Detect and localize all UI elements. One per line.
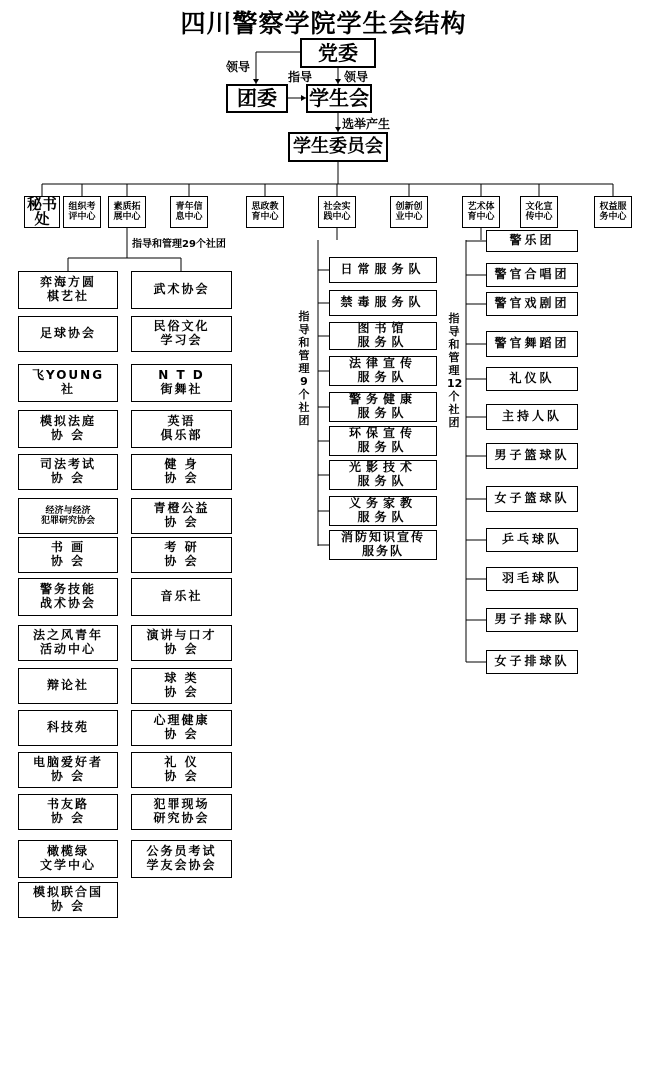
quality-club-box: 演讲与口才 协 会	[131, 625, 232, 661]
youth-league-box: 团委	[226, 84, 288, 113]
quality-club-box: N T D 街舞社	[131, 364, 232, 402]
practice-club-note: 指 导 和 管 理 9 个 社 团	[298, 310, 310, 427]
quality-club-box: 电脑爱好者 协 会	[18, 752, 118, 788]
quality-club-box: 考 研 协 会	[131, 537, 232, 573]
quality-club-box: 犯罪现场 研究协会	[131, 794, 232, 830]
art-club-box: 警官舞蹈团	[486, 331, 578, 357]
art-club-box: 礼仪队	[486, 367, 578, 391]
art-club-box: 女子排球队	[486, 650, 578, 674]
quality-club-box: 书 画 协 会	[18, 537, 118, 573]
art-club-box: 羽毛球队	[486, 567, 578, 591]
art-club-box: 男子排球队	[486, 608, 578, 632]
edge-label-lead: 领导	[226, 60, 251, 74]
quality-club-box: 书友路 协 会	[18, 794, 118, 830]
quality-club-box: 武术协会	[131, 271, 232, 309]
quality-club-box: 模拟法庭 协 会	[18, 410, 118, 448]
practice-club-box: 警务健康 服务队	[329, 392, 437, 422]
art-club-box: 乒乓球队	[486, 528, 578, 552]
quality-club-box: 球 类 协 会	[131, 668, 232, 704]
department-box: 文化宣 传中心	[520, 196, 558, 228]
edge-label-guide: 指导	[288, 70, 313, 84]
department-box: 创新创 业中心	[390, 196, 428, 228]
quality-club-box: 礼 仪 协 会	[131, 752, 232, 788]
quality-club-box: 弈海方圆 棋艺社	[18, 271, 118, 309]
department-box: 组织考 评中心	[63, 196, 101, 228]
art-club-box: 警官合唱团	[486, 263, 578, 287]
student-union-box: 学生会	[306, 84, 372, 113]
edge-label-elect: 选举产生	[342, 117, 391, 131]
department-box: 素质拓 展中心	[108, 196, 146, 228]
quality-club-box: 法之风青年 活动中心	[18, 625, 118, 661]
art-club-box: 警官戏剧团	[486, 292, 578, 316]
quality-club-box: 公务员考试 学友会协会	[131, 840, 232, 878]
art-club-box: 男子篮球队	[486, 443, 578, 469]
art-club-box: 主持人队	[486, 404, 578, 430]
party-committee-box: 党委	[300, 38, 376, 68]
quality-club-box: 司法考试 协 会	[18, 454, 118, 490]
practice-club-box: 禁毒服务队	[329, 290, 437, 316]
department-box: 社会实 践中心	[318, 196, 356, 228]
quality-club-box: 警务技能 战术协会	[18, 578, 118, 616]
art-club-note: 指 导 和 管 理 12 个 社 团	[447, 312, 463, 429]
quality-club-box: 辩论社	[18, 668, 118, 704]
quality-club-note: 指导和管理29个社团	[132, 239, 226, 250]
quality-club-box: 飞YOUNG 社	[18, 364, 118, 402]
practice-club-box: 环保宣传 服务队	[329, 426, 437, 456]
practice-club-box: 义务家教 服务队	[329, 496, 437, 526]
department-box: 艺术体 育中心	[462, 196, 500, 228]
quality-club-box: 心理健康 协 会	[131, 710, 232, 746]
quality-club-box: 足球协会	[18, 316, 118, 352]
department-box: 青年信 息中心	[170, 196, 208, 228]
department-box: 思政教 育中心	[246, 196, 284, 228]
student-committee-box: 学生委员会	[288, 132, 388, 162]
practice-club-box: 消防知识宣传 服务队	[329, 530, 437, 560]
quality-club-box: 青橙公益 协 会	[131, 498, 232, 534]
practice-club-box: 日常服务队	[329, 257, 437, 283]
edge-label-lead-union: 领导	[344, 70, 369, 84]
quality-club-box: 经济与经济 犯罪研究协会	[18, 498, 118, 534]
chart-title: 四川警察学院学生会结构	[180, 9, 467, 38]
practice-club-box: 光影技术 服务队	[329, 460, 437, 490]
quality-club-box: 科技苑	[18, 710, 118, 746]
art-club-box: 警乐团	[486, 230, 578, 252]
department-box: 秘书 处	[24, 196, 60, 228]
practice-club-box: 法律宣传 服务队	[329, 356, 437, 386]
department-box: 权益服 务中心	[594, 196, 632, 228]
art-club-box: 女子篮球队	[486, 486, 578, 512]
quality-club-box: 模拟联合国 协 会	[18, 882, 118, 918]
quality-club-box: 民俗文化 学习会	[131, 316, 232, 352]
quality-club-box: 橄榄绿 文学中心	[18, 840, 118, 878]
quality-club-box: 音乐社	[131, 578, 232, 616]
quality-club-box: 英语 俱乐部	[131, 410, 232, 448]
quality-club-box: 健 身 协 会	[131, 454, 232, 490]
practice-club-box: 图书馆 服务队	[329, 322, 437, 350]
